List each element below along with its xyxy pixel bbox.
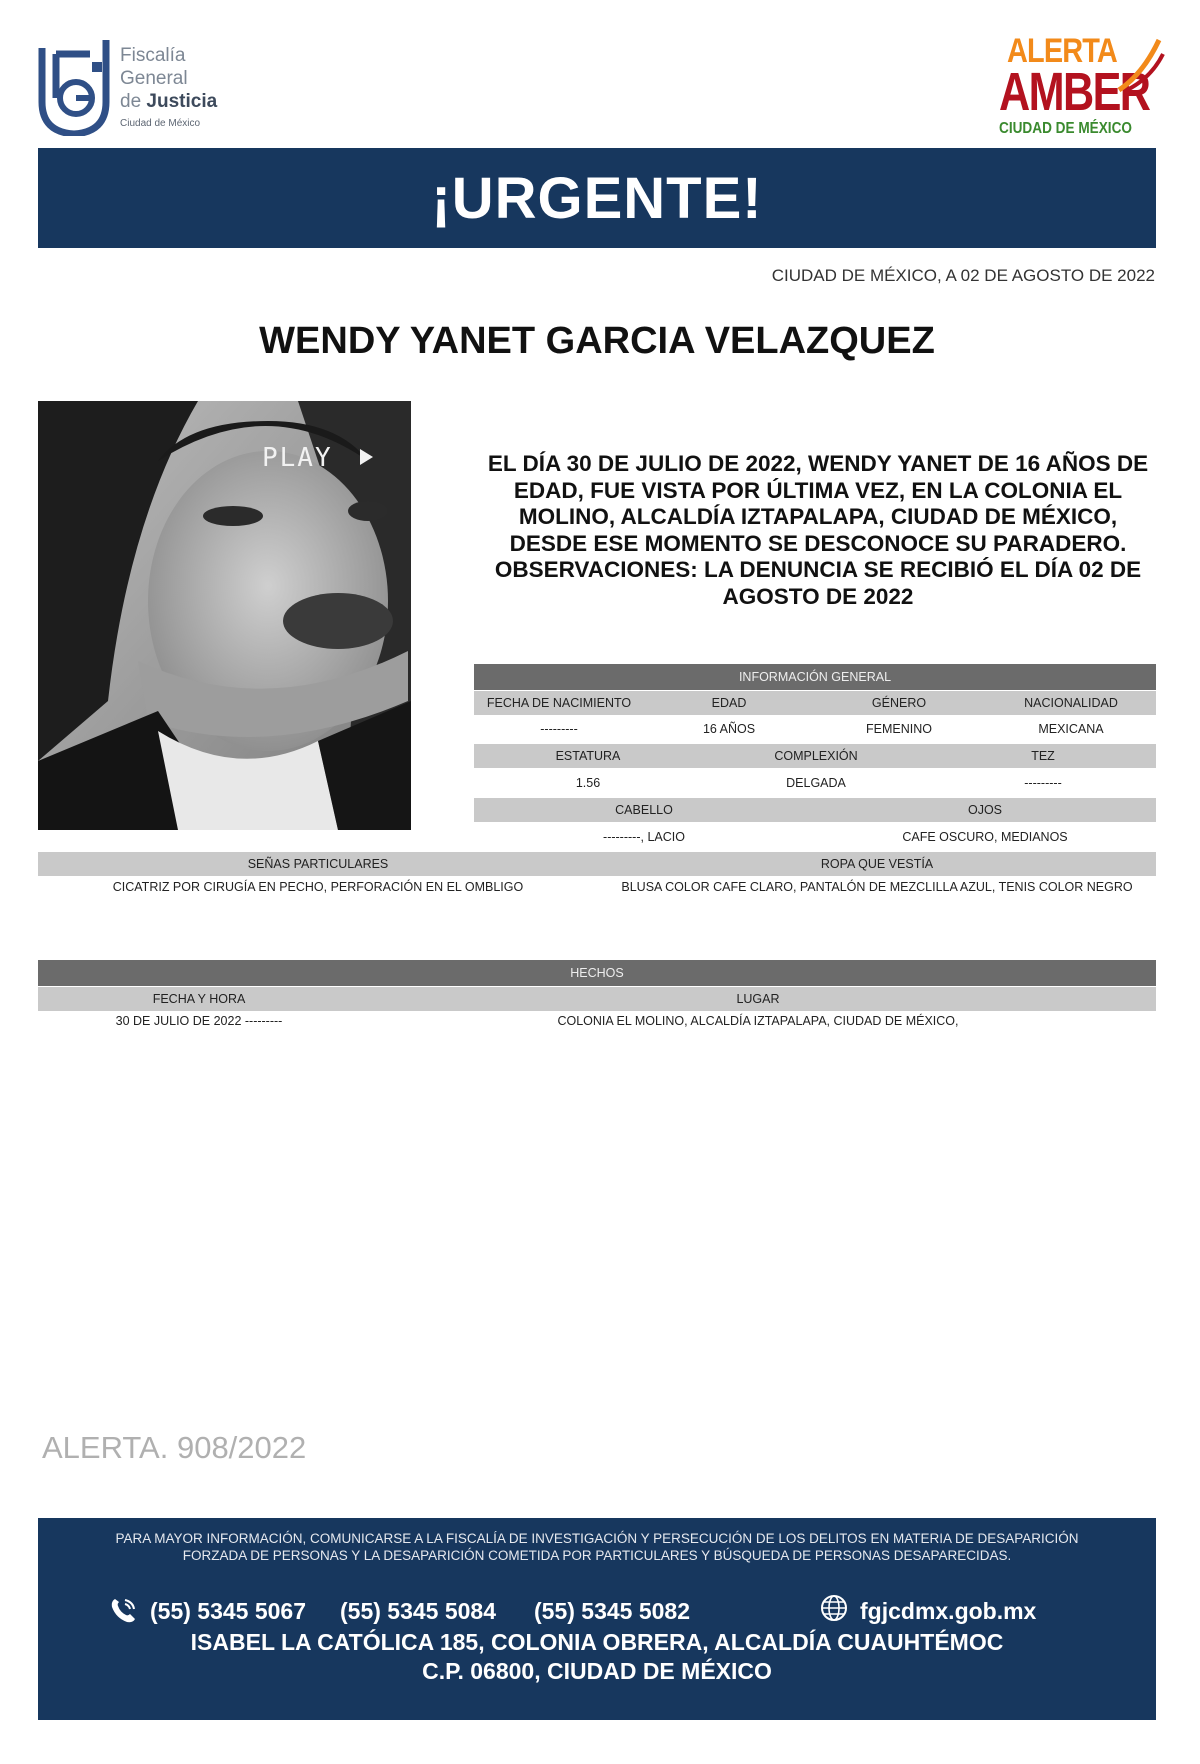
org-line1: Fiscalía: [120, 45, 186, 66]
fgj-logo: [38, 36, 114, 136]
contact-footer: [38, 1518, 1156, 1720]
fgj-wordmark: [120, 44, 217, 131]
org-line3: [120, 90, 217, 113]
portrait-image: [38, 401, 411, 830]
general-info-row2-values: [474, 771, 1156, 795]
photo-overlay-text: PLAY: [262, 443, 333, 473]
features-values-row: [38, 875, 1156, 899]
value-date-time: 30 DE JULIO DE 2022 ---------: [115, 1014, 283, 1028]
footer-info-line2: FORZADA DE PERSONAS Y LA DESAPARICIÓN COMETIDA POR PARTICULARES Y BÚSQUEDA DE PERSONAS DESAPARECIDAS.: [182, 1548, 1012, 1563]
footer-info: [38, 1530, 1156, 1564]
amber-line3: CIUDAD DE MÉXICO: [999, 120, 1132, 137]
globe-icon: [818, 1592, 850, 1629]
header-clothing: ROPA QUE VESTÍA: [820, 857, 934, 871]
facts-table: [38, 960, 1156, 1038]
header-build: COMPLEXIÓN: [774, 749, 858, 763]
header-distinguishing-marks: SEÑAS PARTICULARES: [247, 857, 389, 871]
phone-icon: [108, 1596, 138, 1631]
value-clothing: BLUSA COLOR CAFE CLARO, PANTALÓN DE MEZCLILLA AZUL, TENIS COLOR NEGRO: [621, 880, 1133, 894]
header-gender: GÉNERO: [871, 696, 927, 710]
facts-values-row: [38, 1009, 1156, 1033]
general-info-title: INFORMACIÓN GENERAL: [738, 670, 892, 684]
amber-line1: ALERTA: [1007, 32, 1117, 70]
urgent-title: ¡URGENTE!: [431, 165, 763, 231]
address-line1: ISABEL LA CATÓLICA 185, COLONIA OBRERA, ALCALDÍA CUAUHTÉMOC: [190, 1629, 1004, 1655]
general-info-title-row: [474, 664, 1156, 690]
facts-title-row: [38, 960, 1156, 986]
value-distinguishing-marks: CICATRIZ POR CIRUGÍA EN PECHO, PERFORACIÓN EN EL OMBLIGO: [112, 880, 524, 894]
phone-2[interactable]: (55) 5345 5084: [340, 1598, 497, 1624]
footer-info-line1: PARA MAYOR INFORMACIÓN, COMUNICARSE A LA FISCALÍA DE INVESTIGACIÓN Y PERSECUCIÓN DE LOS DELITOS EN MATERIA DE DESAPARICIÓN: [115, 1531, 1079, 1546]
header-nationality: NACIONALIDAD: [1024, 696, 1118, 710]
date-line: CIUDAD DE MÉXICO, A 02 DE AGOSTO DE 2022: [771, 266, 1155, 285]
play-icon: [360, 449, 373, 465]
value-complexion: ---------: [1024, 776, 1062, 790]
header-height: ESTATURA: [555, 749, 621, 763]
general-info-row1-values: [474, 717, 1156, 741]
org-line4: Ciudad de México: [120, 118, 201, 129]
value-build: DELGADA: [786, 776, 846, 790]
features-table: [38, 852, 1156, 902]
alert-number: ALERTA. 908/2022: [42, 1430, 307, 1465]
general-info-row2-header: [474, 744, 1156, 768]
address-line2: C.P. 06800, CIUDAD DE MÉXICO: [422, 1658, 772, 1684]
org-line2: General: [120, 68, 188, 89]
header-complexion: TEZ: [1031, 749, 1055, 763]
header-place: LUGAR: [736, 992, 780, 1006]
value-height: 1.56: [575, 776, 601, 790]
value-birth-date: ---------: [540, 722, 578, 736]
urgent-banner: [38, 148, 1156, 248]
phone-1[interactable]: (55) 5345 5067: [150, 1598, 307, 1624]
value-nationality: MEXICANA: [1038, 722, 1104, 736]
header-birth-date: FECHA DE NACIMIENTO: [486, 696, 632, 710]
general-info-row3-header: [474, 798, 1156, 822]
general-info-table: [474, 664, 1156, 862]
general-info-row1-header: [474, 691, 1156, 715]
phone-3[interactable]: (55) 5345 5082: [534, 1598, 691, 1624]
header-eyes: OJOS: [967, 803, 1003, 817]
general-info-row3-values: [474, 825, 1156, 849]
value-place: COLONIA EL MOLINO, ALCALDÍA IZTAPALAPA, CIUDAD DE MÉXICO,: [557, 1014, 959, 1028]
amber-swoosh-icon: [1113, 34, 1165, 94]
header-date-time: FECHA Y HORA: [152, 992, 246, 1006]
amber-line2: AMBER: [999, 62, 1150, 122]
header-hair: CABELLO: [615, 803, 673, 817]
website-link[interactable]: fgjcdmx.gob.mx: [860, 1598, 1037, 1624]
missing-person-photo: [38, 401, 411, 830]
value-gender: FEMENINO: [866, 722, 932, 736]
alerta-amber-logo: [995, 30, 1165, 142]
fgj-emblem-icon: [38, 36, 114, 136]
value-eyes: CAFE OSCURO, MEDIANOS: [902, 830, 1068, 844]
header-age: EDAD: [711, 696, 747, 710]
person-name: WENDY YANET GARCIA VELAZQUEZ: [259, 320, 935, 362]
facts-header-row: [38, 987, 1156, 1011]
facts-title: HECHOS: [570, 966, 624, 980]
value-hair: ---------, LACIO: [603, 830, 685, 844]
org-line3-strong: Justicia: [146, 91, 218, 112]
case-description: EL DÍA 30 DE JULIO DE 2022, WENDY YANET DE 16 AÑOS DE EDAD, FUE VISTA POR ÚLTIMA VEZ, EN LA COLONIA EL MOLINO, ALCALDÍA IZTAPALAPA, CIUDAD DE MÉXICO, DESDE ESE MOMENTO SE DESCONOCE SU PARADERO. OBSERVACIONES: LA DENUNCIA SE RECIBIÓ EL DÍA 02 DE AGOSTO DE 2022: [487, 451, 1149, 609]
org-line3-prefix: de: [120, 91, 142, 112]
features-header-row: [38, 852, 1156, 876]
value-age: 16 AÑOS: [702, 722, 756, 736]
